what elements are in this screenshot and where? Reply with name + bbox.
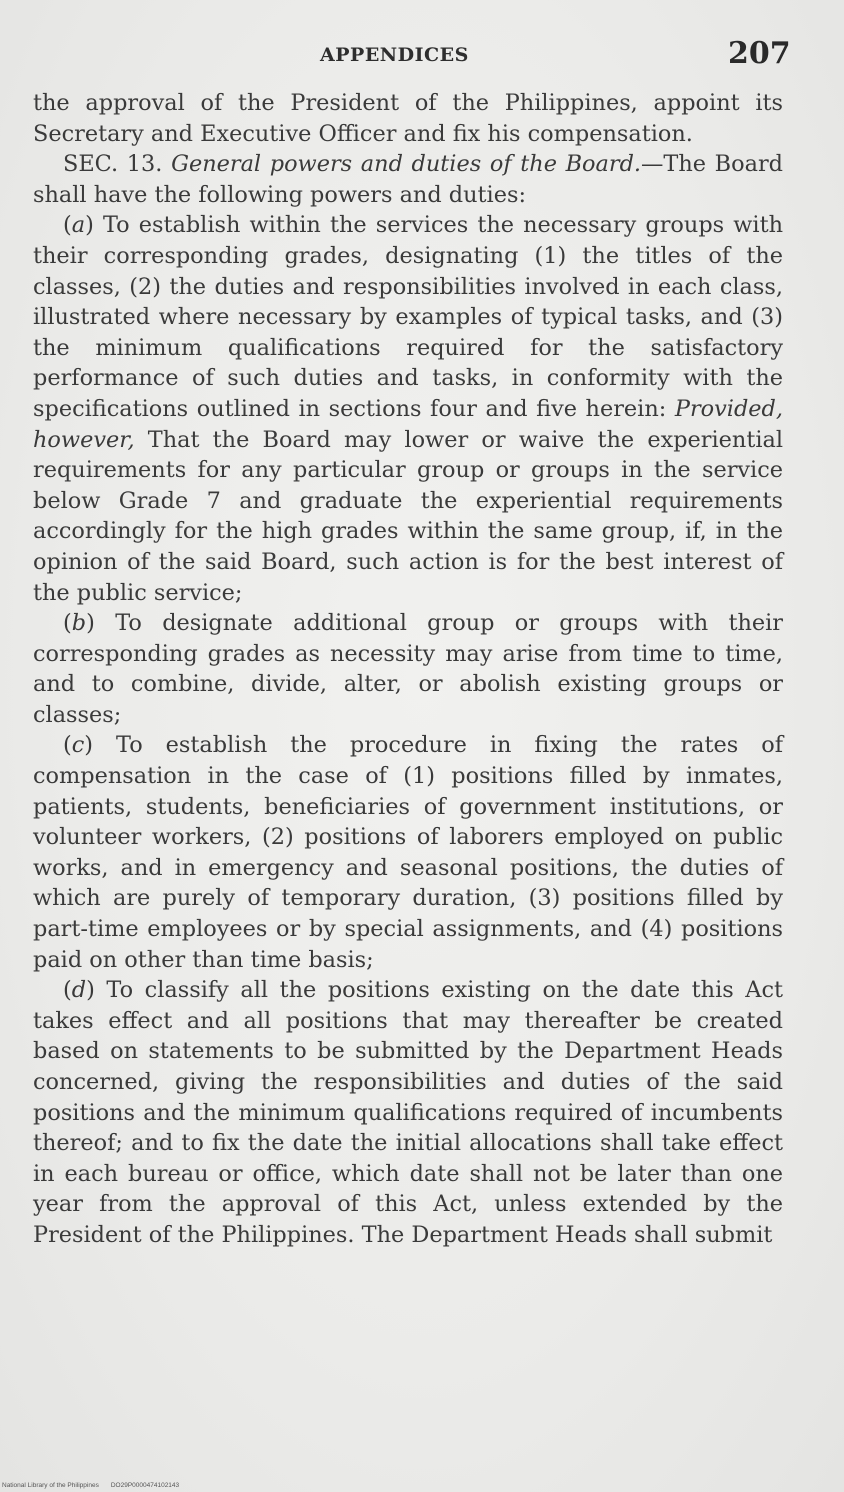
section-text: —The Board shall have the following powers and duties: — [33, 151, 783, 208]
section-title: General powers and duties of the Board. — [171, 151, 642, 178]
clause-text: To classify all the positions existing on the date this Act takes effect and all positions that may thereafter be created based on statements to be submitted by the Department Heads concerned, giving the responsibilities and duties of the said positions and the minimum qualifications required of incumbents thereof; and to fix the date the initial allocations shall take effect in each bureau or office, which date shall not be later than one year from the approval of this Act, unless extended by the President of the Philippines. The Department Heads shall submit — [33, 977, 783, 1248]
running-head: APPENDICES — [320, 44, 469, 66]
section-13-paragraph — [33, 149, 783, 210]
clause-c — [33, 730, 783, 975]
clause-d — [33, 975, 783, 1250]
clause-text: To establish within the services the necessary groups with their corresponding grades, designating (1) the titles of the classes, (2) the duties and responsibilities involved in each class, illustrated where necessary by examples of typical tasks, and (3) the minimum qualifications required for the satisfactory performance of such duties and tasks, in conformity with the specifications outlined in sections four and five herein: — [33, 212, 783, 422]
section-label: SEC. 13. — [63, 151, 163, 178]
body-text — [33, 88, 783, 1251]
clause-text: To establish the procedure in fixing the rates of compensation in the case of (1) positions filled by inmates, patients, students, beneficiaries of government institutions, or volunteer workers, (2) positions of laborers employed on public works, and in emergency and seasonal positions, the duties of which are purely of temporary duration, (3) positions filled by part-time employees or by special assignments, and (4) positions paid on other than time basis; — [33, 732, 783, 973]
clause-marker: (a) — [63, 212, 94, 239]
clause-marker: (d) — [63, 977, 95, 1004]
archive-code: DO29P0000474102143 — [110, 1482, 180, 1489]
archive-stamp — [2, 1482, 179, 1489]
page-number: 207 — [728, 36, 791, 71]
clause-text: To designate additional group or groups with their corresponding grades as necessity may arise from time to time, and to combine, divide, alter, or abolish existing groups or classes; — [33, 610, 784, 728]
paragraph-text: the approval of the President of the Philippines, appoint its Secretary and Executive Officer and fix his compensation. — [33, 90, 783, 147]
clause-text-continued: That the Board may lower or waive the experiential requirements for any particular group or groups in the service below Grade 7 and graduate the experiential requirements accordingly for the high grades within the same group, if, in the opinion of the said Board, such action is for the best interest of the public service; — [33, 426, 783, 606]
proviso-text: Provided, however, — [33, 395, 783, 453]
clause-a — [33, 210, 783, 608]
library-name: National Library of the Philippines — [2, 1482, 99, 1489]
clause-b — [33, 608, 783, 730]
clause-marker: (c) — [63, 732, 94, 759]
paragraph-continuation — [33, 88, 783, 149]
clause-marker: (b) — [63, 610, 95, 637]
